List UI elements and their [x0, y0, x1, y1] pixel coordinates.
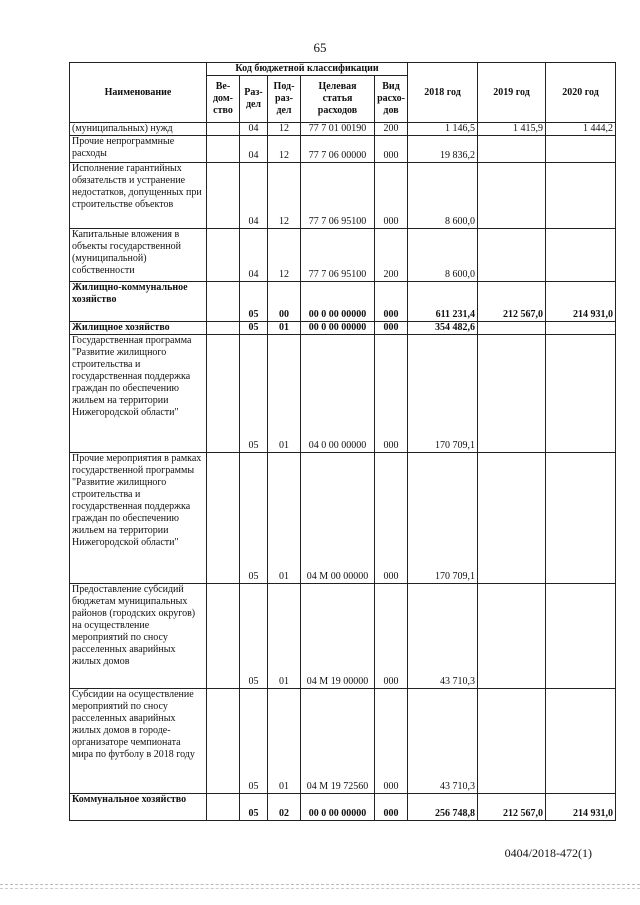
row-vid: 000 — [375, 689, 408, 794]
row-vid: 000 — [375, 136, 408, 163]
row-vid: 000 — [375, 322, 408, 335]
header-razdel: Раз-дел — [240, 76, 268, 123]
row-statya: 04 М 19 00000 — [301, 584, 375, 689]
row-vid: 200 — [375, 229, 408, 282]
row-value-2018: 256 748,8 — [408, 794, 478, 821]
row-name: Государственная программа "Развитие жилищного строительства и государственная поддержка граждан по обеспечению жильем на территории Нижегородской области" — [70, 335, 207, 453]
row-podrazdel: 02 — [268, 794, 301, 821]
row-value-2018: 611 231,4 — [408, 282, 478, 322]
row-value-2019: 212 567,0 — [478, 282, 546, 322]
table-row — [70, 322, 616, 335]
header-vid: Вид расхо-дов — [375, 76, 408, 123]
row-podrazdel: 01 — [268, 453, 301, 584]
header-2020: 2020 год — [546, 63, 616, 123]
row-vid: 000 — [375, 794, 408, 821]
header-podrazdel: Под-раз-дел — [268, 76, 301, 123]
row-value-2020: 214 931,0 — [546, 282, 616, 322]
row-podrazdel: 12 — [268, 229, 301, 282]
row-value-2019 — [478, 229, 546, 282]
row-razdel: 05 — [240, 689, 268, 794]
row-value-2019 — [478, 689, 546, 794]
header-2018: 2018 год — [408, 63, 478, 123]
row-statya: 00 0 00 00000 — [301, 794, 375, 821]
row-podrazdel: 01 — [268, 689, 301, 794]
row-razdel: 05 — [240, 335, 268, 453]
row-vedomstvo — [207, 163, 240, 229]
row-podrazdel: 01 — [268, 335, 301, 453]
row-value-2020 — [546, 689, 616, 794]
document-code: 0404/2018-472(1) — [504, 846, 592, 860]
row-vedomstvo — [207, 335, 240, 453]
row-razdel: 04 — [240, 163, 268, 229]
table-row — [70, 335, 616, 453]
row-name: Предоставление субсидий бюджетам муниципальных районов (городских округов) на осуществление мероприятий по сносу расселенных аварийных жилых домов — [70, 584, 207, 689]
header-name: Наименование — [70, 63, 207, 123]
row-value-2020 — [546, 335, 616, 453]
table-row — [70, 136, 616, 163]
row-value-2018: 19 836,2 — [408, 136, 478, 163]
row-razdel: 04 — [240, 123, 268, 136]
row-razdel: 05 — [240, 282, 268, 322]
row-value-2020 — [546, 229, 616, 282]
row-name: Субсидии на осуществление мероприятий по сносу расселенных аварийных жилых домов в городе-организаторе чемпионата мира по футболу в 2018 году — [70, 689, 207, 794]
row-statya: 77 7 06 95100 — [301, 163, 375, 229]
row-value-2019 — [478, 136, 546, 163]
row-statya: 00 0 00 00000 — [301, 282, 375, 322]
row-value-2019: 1 415,9 — [478, 123, 546, 136]
row-value-2018: 354 482,6 — [408, 322, 478, 335]
header-statya: Целевая статья расходов — [301, 76, 375, 123]
row-vedomstvo — [207, 689, 240, 794]
row-statya: 04 0 00 00000 — [301, 335, 375, 453]
row-value-2020: 1 444,2 — [546, 123, 616, 136]
row-vedomstvo — [207, 229, 240, 282]
row-vedomstvo — [207, 282, 240, 322]
table-body — [70, 123, 616, 821]
row-name: (муниципальных) нужд — [70, 123, 207, 136]
scan-edge-line-2 — [0, 888, 640, 889]
row-value-2019 — [478, 322, 546, 335]
row-name: Прочие непрограммные расходы — [70, 136, 207, 163]
table-row — [70, 163, 616, 229]
row-vedomstvo — [207, 136, 240, 163]
row-name: Жилищное хозяйство — [70, 322, 207, 335]
row-vid: 000 — [375, 282, 408, 322]
row-razdel: 04 — [240, 136, 268, 163]
row-podrazdel: 01 — [268, 584, 301, 689]
table-row — [70, 282, 616, 322]
row-podrazdel: 01 — [268, 322, 301, 335]
row-vedomstvo — [207, 794, 240, 821]
table-row — [70, 123, 616, 136]
budget-table — [69, 62, 616, 821]
row-value-2018: 170 709,1 — [408, 335, 478, 453]
row-statya: 00 0 00 00000 — [301, 322, 375, 335]
row-value-2018: 8 600,0 — [408, 229, 478, 282]
row-razdel: 04 — [240, 229, 268, 282]
row-vid: 200 — [375, 123, 408, 136]
row-value-2019 — [478, 335, 546, 453]
row-vid: 000 — [375, 584, 408, 689]
scan-edge-line — [0, 884, 640, 885]
row-value-2020 — [546, 136, 616, 163]
table-row — [70, 229, 616, 282]
row-statya: 04 М 00 00000 — [301, 453, 375, 584]
table-row — [70, 689, 616, 794]
row-vid: 000 — [375, 335, 408, 453]
row-vedomstvo — [207, 123, 240, 136]
row-vedomstvo — [207, 584, 240, 689]
row-razdel: 05 — [240, 453, 268, 584]
row-value-2019: 212 567,0 — [478, 794, 546, 821]
row-vid: 000 — [375, 163, 408, 229]
table-row — [70, 584, 616, 689]
row-podrazdel: 00 — [268, 282, 301, 322]
row-statya: 77 7 06 95100 — [301, 229, 375, 282]
row-value-2019 — [478, 453, 546, 584]
header-vedomstvo: Ве-дом-ство — [207, 76, 240, 123]
row-vedomstvo — [207, 322, 240, 335]
row-statya: 77 7 06 00000 — [301, 136, 375, 163]
row-value-2020 — [546, 163, 616, 229]
table-header — [70, 63, 616, 123]
row-vid: 000 — [375, 453, 408, 584]
row-podrazdel: 12 — [268, 136, 301, 163]
row-name: Прочие мероприятия в рамках государственной программы "Развитие жилищного строительства и государственная поддержка граждан по обеспечению жильем на территории Нижегородской области" — [70, 453, 207, 584]
row-statya: 77 7 01 00190 — [301, 123, 375, 136]
row-name: Исполнение гарантийных обязательств и устранение недостатков, допущенных при строительстве объектов — [70, 163, 207, 229]
page-number: 65 — [313, 40, 327, 55]
row-name: Коммунальное хозяйство — [70, 794, 207, 821]
row-value-2019 — [478, 163, 546, 229]
header-group: Код бюджетной классификации — [207, 63, 408, 76]
row-razdel: 05 — [240, 794, 268, 821]
row-value-2020 — [546, 584, 616, 689]
row-name: Капитальные вложения в объекты государственной (муниципальной) собственности — [70, 229, 207, 282]
row-value-2018: 1 146,5 — [408, 123, 478, 136]
table-row — [70, 794, 616, 821]
row-value-2020 — [546, 453, 616, 584]
row-value-2018: 8 600,0 — [408, 163, 478, 229]
row-value-2018: 43 710,3 — [408, 584, 478, 689]
row-statya: 04 М 19 72560 — [301, 689, 375, 794]
row-value-2018: 170 709,1 — [408, 453, 478, 584]
row-podrazdel: 12 — [268, 163, 301, 229]
row-value-2020 — [546, 322, 616, 335]
table-row — [70, 453, 616, 584]
row-value-2019 — [478, 584, 546, 689]
row-value-2018: 43 710,3 — [408, 689, 478, 794]
header-2019: 2019 год — [478, 63, 546, 123]
row-vedomstvo — [207, 453, 240, 584]
row-razdel: 05 — [240, 322, 268, 335]
row-podrazdel: 12 — [268, 123, 301, 136]
row-razdel: 05 — [240, 584, 268, 689]
row-name: Жилищно-коммунальное хозяйство — [70, 282, 207, 322]
row-value-2020: 214 931,0 — [546, 794, 616, 821]
